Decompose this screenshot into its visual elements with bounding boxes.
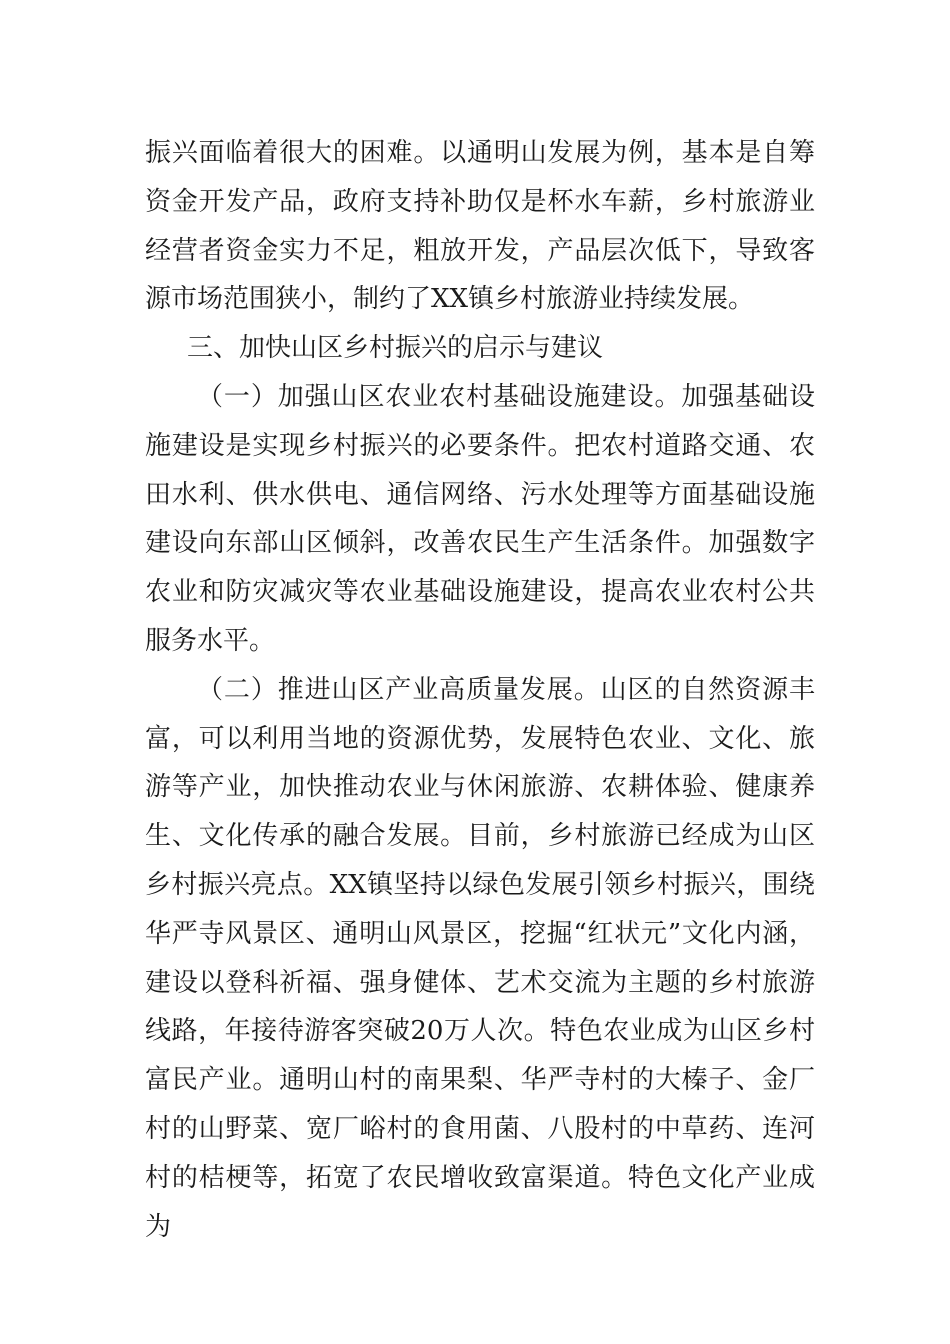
document-body bbox=[145, 129, 815, 1251]
paragraph-item-2: （二）推进山区产业高质量发展。山区的自然资源丰富，可以利用当地的资源优势，发展特色农业、文化、旅游等产业，加快推动农业与休闲旅游、农耕体验、健康养生、文化传承的融合发展。目前，乡村旅游已经成为山区乡村振兴亮点。XX镇坚持以绿色发展引领乡村振兴，围绕华严寺风景区、通明山风景区，挖掘“红状元”文化内涵，建设以登科祈福、强身健体、艺术交流为主题的乡村旅游线路，年接待游客突破20万人次。特色农业成为山区乡村富民产业。通明山村的南果梨、华严寺村的大榛子、金厂村的山野菜、宽厂峪村的食用菌、八股村的中草药、连河村的桔梗等，拓宽了农民增收致富渠道。特色文化产业成为 bbox=[145, 674, 815, 1242]
section-heading: 三、加快山区乡村振兴的启示与建议 bbox=[187, 333, 604, 364]
paragraph-continuation: 振兴面临着很大的困难。以通明山发展为例，基本是自筹资金开发产品，政府支持补助仅是杯水车薪，乡村旅游业经营者资金实力不足，粗放开发，产品层次低下，导致客源市场范围狭小，制约了XX镇乡村旅游业持续发展。 bbox=[145, 138, 815, 315]
paragraph-item-1: （一）加强山区农业农村基础设施建设。加强基础设施建设是实现乡村振兴的必要条件。把农村道路交通、农田水利、供水供电、通信网络、污水处理等方面基础设施建设向东部山区倾斜，改善农民生产生活条件。加强数字农业和防灾减灾等农业基础设施建设，提高农业农村公共服务水平。 bbox=[145, 381, 815, 656]
